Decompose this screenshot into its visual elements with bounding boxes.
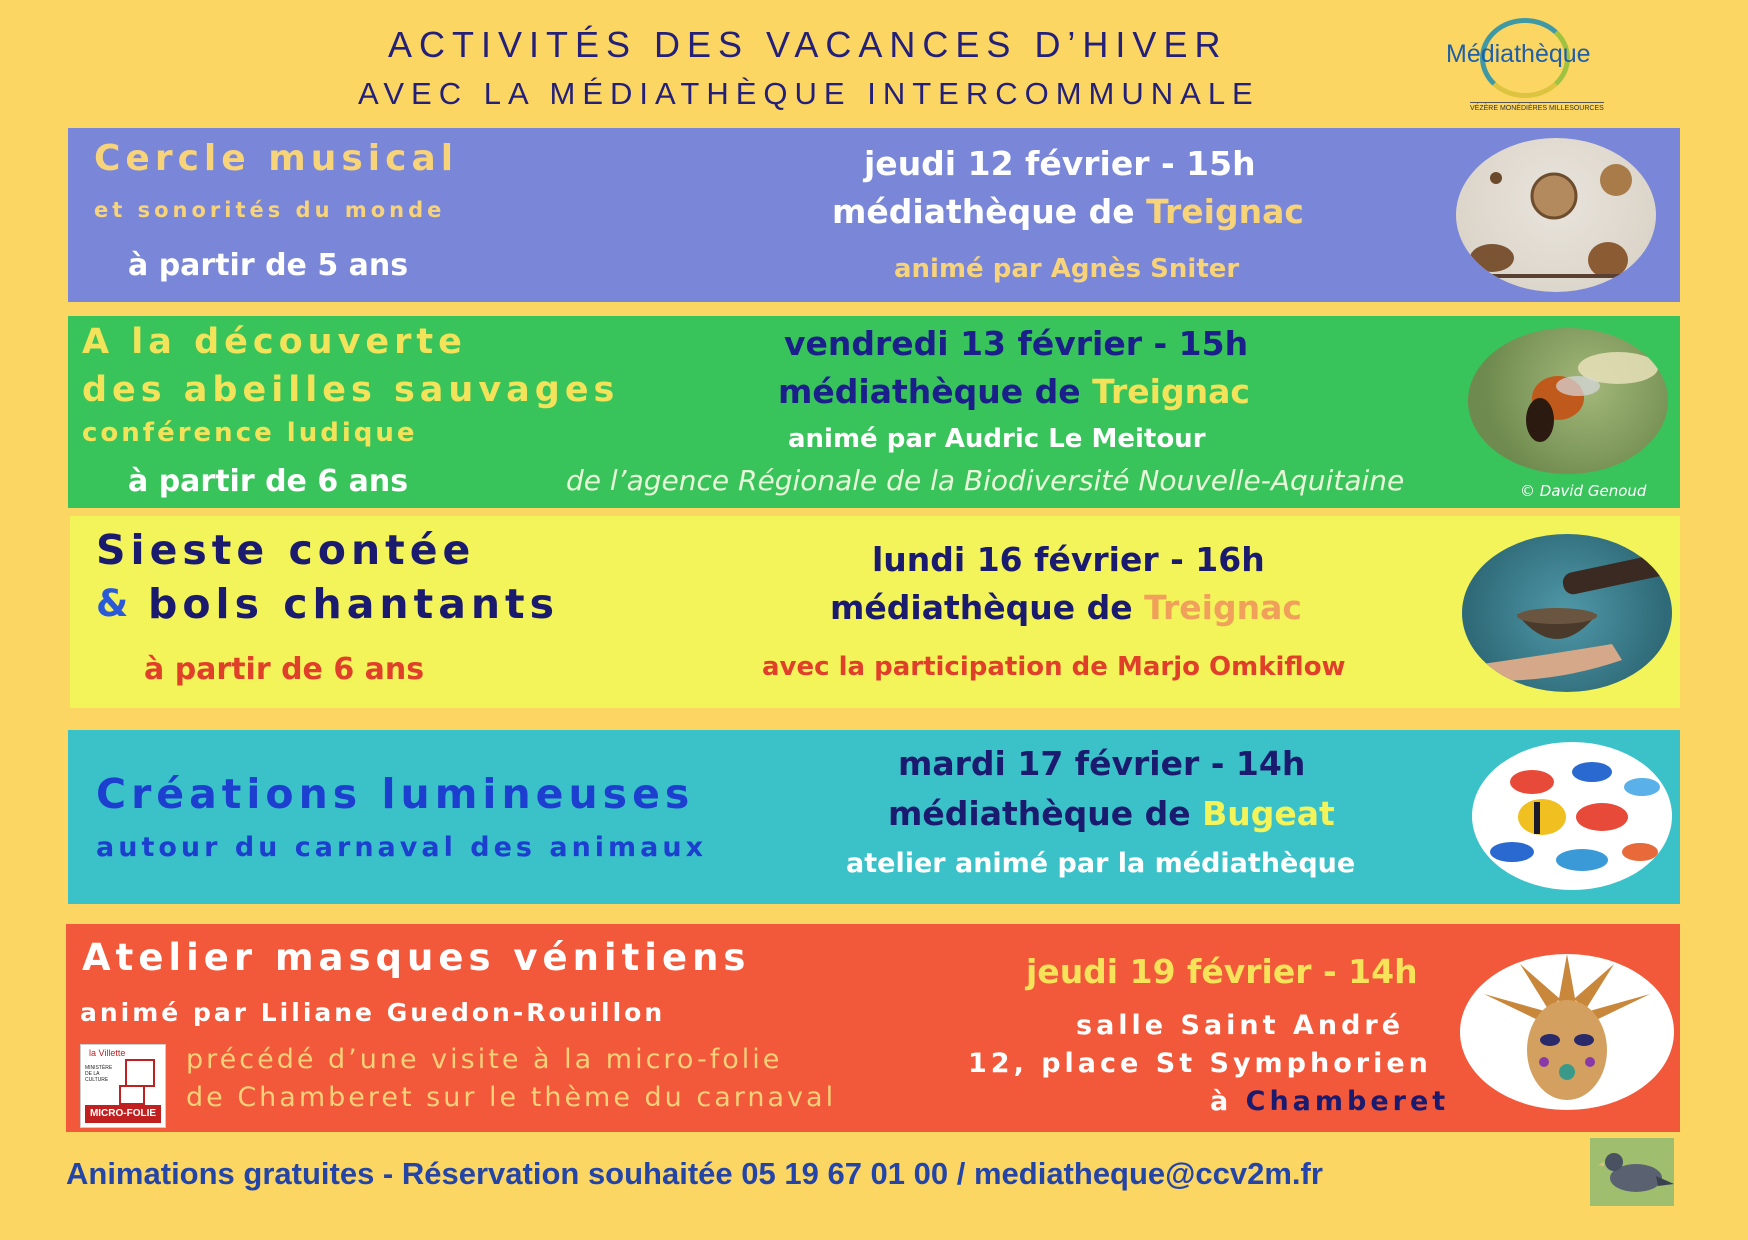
event-date: mardi 17 février - 14h xyxy=(898,744,1306,783)
poster-subtitle: AVEC LA MÉDIATHÈQUE INTERCOMMUNALE xyxy=(358,76,1260,111)
event-age: à partir de 6 ans xyxy=(128,464,409,499)
event-date: lundi 16 février - 16h xyxy=(872,540,1265,579)
event-venue-line1: salle Saint André xyxy=(1076,1010,1405,1041)
event-host: animé par Audric Le Meitour xyxy=(788,424,1206,454)
pigeon-photo xyxy=(1590,1138,1674,1206)
event-band-abeilles xyxy=(68,316,1680,508)
photo-credit: © David Genoud xyxy=(1520,482,1647,500)
event-agency: de l’agence Régionale de la Biodiversité Nouvelle-Aquitaine xyxy=(566,464,1405,497)
event-venue-line2: 12, place St Symphorien xyxy=(968,1048,1432,1079)
fish-illustration xyxy=(1472,742,1672,890)
venetian-mask-photo xyxy=(1460,954,1674,1110)
event-place: médiathèque de Bugeat xyxy=(888,794,1335,833)
event-place: médiathèque de Treignac xyxy=(832,192,1304,231)
event-host: animé par Liliane Guedon-Rouillon xyxy=(80,998,666,1027)
micro-folie-mid: MINISTÈRE DE LA CULTURE xyxy=(85,1065,113,1083)
singing-bowl-photo xyxy=(1462,534,1672,692)
micro-folie-top: la Villette xyxy=(89,1048,126,1058)
event-date: jeudi 12 février - 15h xyxy=(864,144,1256,183)
event-place: médiathèque de Treignac xyxy=(778,372,1250,411)
event-title-line2: bols chantants xyxy=(148,580,560,628)
event-age: à partir de 5 ans xyxy=(128,248,409,283)
logo-text: Médiathèque xyxy=(1446,40,1591,68)
event-title: Cercle musical xyxy=(94,138,459,179)
event-host: animé par Agnès Sniter xyxy=(894,254,1240,284)
event-subtitle: et sonorités du monde xyxy=(94,198,446,222)
micro-folie-label: MICRO-FOLIE xyxy=(85,1105,161,1123)
event-band-masques-venitiens xyxy=(66,924,1680,1132)
event-note-line1: précédé d’une visite à la micro-folie xyxy=(186,1044,783,1075)
mediatheque-logo xyxy=(1440,12,1630,117)
event-band-sieste-contee xyxy=(70,516,1680,708)
event-date: jeudi 19 février - 14h xyxy=(1026,952,1418,991)
event-subtitle: conférence ludique xyxy=(82,418,418,448)
event-band-creations-lumineuses xyxy=(68,730,1680,904)
event-host: avec la participation de Marjo Omkiflow xyxy=(762,652,1346,682)
event-title-line1: A la découverte xyxy=(82,322,467,362)
percussion-photo xyxy=(1456,138,1656,292)
event-age: à partir de 6 ans xyxy=(144,652,425,687)
event-band-cercle-musical xyxy=(68,128,1680,302)
micro-folie-logo xyxy=(80,1044,166,1128)
footer-info: Animations gratuites - Réservation souhaitée 05 19 67 01 00 / mediatheque@ccv2m.fr xyxy=(66,1156,1323,1191)
event-title: Atelier masques vénitiens xyxy=(82,936,751,979)
event-note-line2: de Chamberet sur le thème du carnaval xyxy=(186,1082,837,1113)
logo-subtext: VÉZÈRE MONÉDIÈRES MILLESOURCES xyxy=(1470,102,1604,112)
bee-photo xyxy=(1468,328,1668,474)
event-date: vendredi 13 février - 15h xyxy=(784,324,1249,363)
event-title-line2: des abeilles sauvages xyxy=(82,370,620,410)
event-venue-town: à Chamberet xyxy=(1210,1086,1450,1117)
poster-title: ACTIVITÉS DES VACANCES D’HIVER xyxy=(388,24,1228,65)
micro-folie-cube2-icon xyxy=(119,1085,145,1105)
event-subtitle: autour du carnaval des animaux xyxy=(96,832,708,863)
event-place: médiathèque de Treignac xyxy=(830,588,1302,627)
micro-folie-cube-icon xyxy=(125,1059,155,1087)
event-title-amp: & xyxy=(96,582,129,625)
event-title-line1: Sieste contée xyxy=(96,526,476,574)
event-title: Créations lumineuses xyxy=(96,770,695,818)
event-host: atelier animé par la médiathèque xyxy=(846,848,1356,879)
